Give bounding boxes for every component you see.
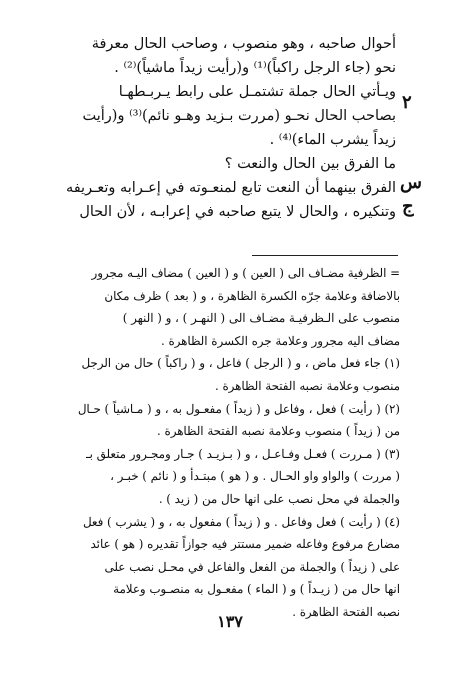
footnote-line: منصوب على الـظرفيـة مضـاف الى ( النهـر ) ، و ( النهر ) bbox=[122, 311, 400, 326]
main-text-block bbox=[28, 32, 396, 224]
footnote-line: مضاف اليه مجرور وعلامة جره الكسرة الظاهرة . bbox=[160, 333, 400, 348]
footnote-line: (٣) ( مـررت ) فعـل وفـاعـل ، و ( بـزيـد ) جـار ومجـرور متعلق بـ bbox=[86, 446, 400, 461]
answer-line: وتنكيره ، والحال لا يتبع صاحبه في إعرابـه ، لأن الحال bbox=[79, 204, 396, 220]
footnote-line: (١) جاء فعل ماض ، و ( الرجل ) فاعل ، و ( راكباً ) حال من الرجل bbox=[81, 356, 400, 371]
footnote-separator bbox=[252, 255, 398, 256]
main-text-line: أحوال صاحبه ، وهو منصوب ، وصاحب الحال معرفة bbox=[91, 36, 396, 52]
answer-line: الفرق بينهما أن النعت تابع لمنعـوته في إعـرابه وتعـريفه bbox=[65, 180, 396, 196]
question-line: ما الفرق بين الحال والنعت ؟ bbox=[224, 156, 396, 172]
footnote-line: من ( زيداً ) منصوب وعلامة نصبه الفتحة الظاهرة . bbox=[157, 424, 400, 439]
footnote-line: والجملة في محل نصب على انها حال من ( زيد ) . bbox=[158, 491, 400, 506]
page-number: ١٣٧ bbox=[217, 612, 243, 631]
main-text-line: نحو (جاء الرجل راكباً)⁽¹⁾ و(رأيت زيداً ماشياً)⁽²⁾ . bbox=[114, 60, 396, 76]
footnotes-block bbox=[30, 262, 400, 624]
footnote-line: = الظرفية مضـاف الى ( العين ) و ( العين ) مضاف اليـه مجرور bbox=[91, 266, 400, 280]
footnote-line: ( مررت ) والواو واو الحـال . و ( هو ) مبتـدأ و ( نائم ) خبـر ، bbox=[110, 469, 400, 484]
footnote-line: مضارع مرفوع وفاعله ضمير مستتر فيه جوازاً تقديره ( هو ) عائد bbox=[90, 537, 400, 552]
answer-mark-label: ج bbox=[402, 196, 414, 217]
item-number-mark: ٢ bbox=[402, 92, 412, 113]
main-text-line: بصاحب الحال نحـو (مررت بـزيد وهـو نائم)⁽³⁾ و(رأيت bbox=[82, 108, 396, 124]
footnote-line: على ( زيداً ) والجملة من الفعل والفاعل في محـل نصب على bbox=[104, 559, 400, 574]
main-text-line: زيداً يشرب الماء)⁽⁴⁾ . bbox=[269, 132, 396, 148]
footnote-line: بالاضافة وعلامة جرّه الكسرة الظاهرة ، و ( بعد ) ظرف مكان bbox=[104, 288, 400, 303]
footnote-line: نصبه الفتحة الظاهرة . bbox=[292, 604, 400, 619]
footnote-line: منصوب وعلامة نصبه الفتحة الظاهرة . bbox=[214, 378, 400, 393]
question-mark-label: س bbox=[400, 172, 422, 193]
footnote-line: (٤) ( رأيت ) فعل وفاعل . و ( زيداً ) مفعول به ، و ( يشرب ) فعل bbox=[82, 514, 400, 529]
footnote-line: انها حال من ( زيـداً ) و ( الماء ) مفعـول به منصـوب وعلامة bbox=[113, 582, 400, 597]
footnote-line: (٢) ( رأيت ) فعل ، وفاعل و ( زيداً ) مفعـول به ، و ( مـاشياً ) حـال bbox=[77, 401, 400, 416]
main-text-line: ويـأتي الحال جملة تشتمـل على رابط يـربـطهـا bbox=[118, 84, 396, 100]
